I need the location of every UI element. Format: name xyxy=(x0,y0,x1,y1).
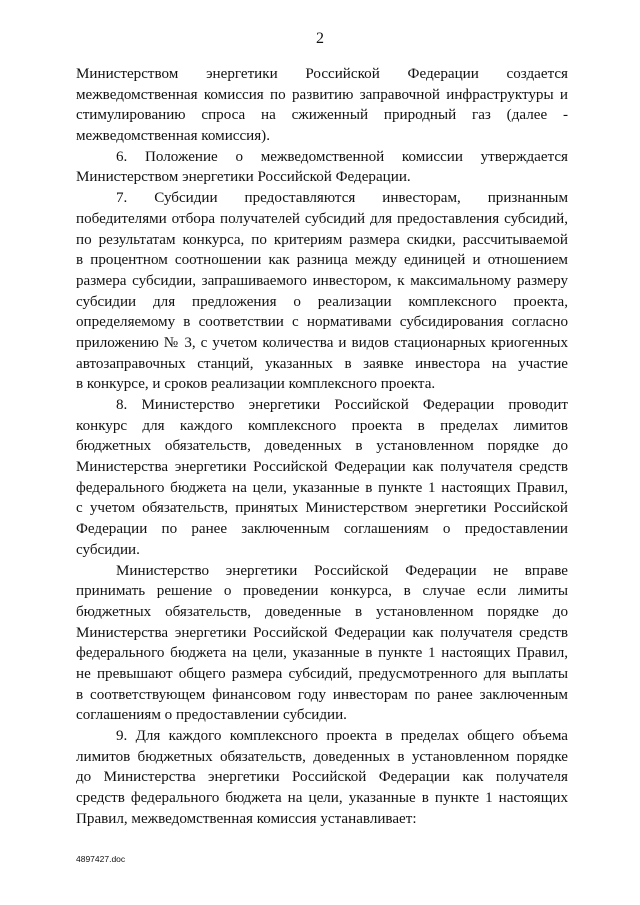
paragraph-line: средств федерального бюджета на цели, указанные в пункте 1 настоящих xyxy=(76,790,568,807)
paragraph-line: по результатам конкурса, по критериям размера скидки, рассчитываемой xyxy=(76,231,568,248)
paragraph-line: приложению № 3, с учетом количества и видов стационарных криогенных xyxy=(76,334,568,351)
paragraph xyxy=(76,395,568,561)
paragraph-line: в конкурсе, и сроков реализации комплексного проекта. xyxy=(76,376,436,393)
paragraph-line: субсидии. xyxy=(76,541,140,558)
paragraph-line: соглашениям о предоставлении субсидии. xyxy=(76,707,347,724)
paragraph-line: стимулированию спроса на сжиженный природный газ (далее - xyxy=(76,107,568,124)
paragraph-line: не превышают общего размера субсидий, предусмотренного для выплаты xyxy=(76,665,568,682)
paragraph-line: определяемому в соответствии с нормативами субсидирования согласно xyxy=(76,314,568,331)
paragraph-line: федерального бюджета на цели, указанные в пункте 1 настоящих Правил, xyxy=(76,645,568,662)
paragraph-line: Министерство энергетики Российской Федерации не вправе xyxy=(116,562,568,579)
paragraph xyxy=(76,188,568,395)
paragraph-line: 7. Субсидии предоставляются инвесторам, признанным xyxy=(116,190,568,207)
paragraph-line: Министерством энергетики Российской Федерации. xyxy=(76,169,411,186)
document-body xyxy=(76,64,568,829)
paragraph-line: бюджетных обязательств, доведенных в установленном порядке до xyxy=(76,438,568,455)
paragraph xyxy=(76,64,568,147)
paragraph-line: с учетом обязательств, принятых Министерством энергетики Российской xyxy=(76,500,568,517)
paragraph xyxy=(76,726,568,829)
page-number: 2 xyxy=(316,30,324,47)
paragraph-line: 9. Для каждого комплексного проекта в пределах общего объема xyxy=(116,728,568,744)
paragraph-line: конкурс для каждого комплексного проекта в пределах лимитов xyxy=(76,417,568,434)
paragraph-line: в соответствующем финансовом году инвесторам по ранее заключенным xyxy=(76,686,568,703)
paragraph-line: федерального бюджета на цели, указанные в пункте 1 настоящих Правил, xyxy=(76,479,568,496)
paragraph-line: Министерства энергетики Российской Федерации как получателя средств xyxy=(76,624,568,641)
paragraph-line: лимитов бюджетных обязательств, доведенных в установленном порядке xyxy=(76,748,568,765)
paragraph-line: бюджетных обязательств, доведенные в установленном порядке до xyxy=(76,603,568,620)
paragraph-line: автозаправочных станций, указанных в заявке инвестора на участие xyxy=(76,355,568,372)
paragraph-line: межведомственная комиссия по развитию заправочной инфраструктуры и xyxy=(76,86,568,103)
document-file-reference: 4897427.doc xyxy=(76,854,126,864)
paragraph-line: размера субсидии, запрашиваемого инвестором, к максимальному размеру xyxy=(76,272,568,289)
paragraph-line: Министерством энергетики Российской Федерации создается xyxy=(76,66,568,82)
paragraph-line: Федерации по ранее заключенным соглашениям о предоставлении xyxy=(76,521,568,538)
paragraph-line: в процентном соотношении как разница между единицей и отношением xyxy=(76,252,568,269)
paragraph-line: межведомственная комиссия). xyxy=(76,128,270,145)
paragraph xyxy=(76,561,568,727)
paragraph-line: 8. Министерство энергетики Российской Федерации проводит xyxy=(116,397,568,413)
paragraph xyxy=(76,147,568,188)
paragraph-line: Правил, межведомственная комиссия устанавливает: xyxy=(76,810,417,827)
paragraph-line: 6. Положение о межведомственной комиссии утверждается xyxy=(116,148,568,165)
paragraph-line: победителями отбора получателей субсидий для предоставления субсидий, xyxy=(76,210,568,227)
paragraph-line: субсидии для предложения о реализации комплексного проекта, xyxy=(76,293,568,310)
paragraph-line: Министерства энергетики Российской Федерации как получателя средств xyxy=(76,459,568,476)
paragraph-line: принимать решение о проведении конкурса, в случае если лимиты xyxy=(76,583,568,600)
paragraph-line: до Министерства энергетики Российской Федерации как получателя xyxy=(76,769,568,786)
